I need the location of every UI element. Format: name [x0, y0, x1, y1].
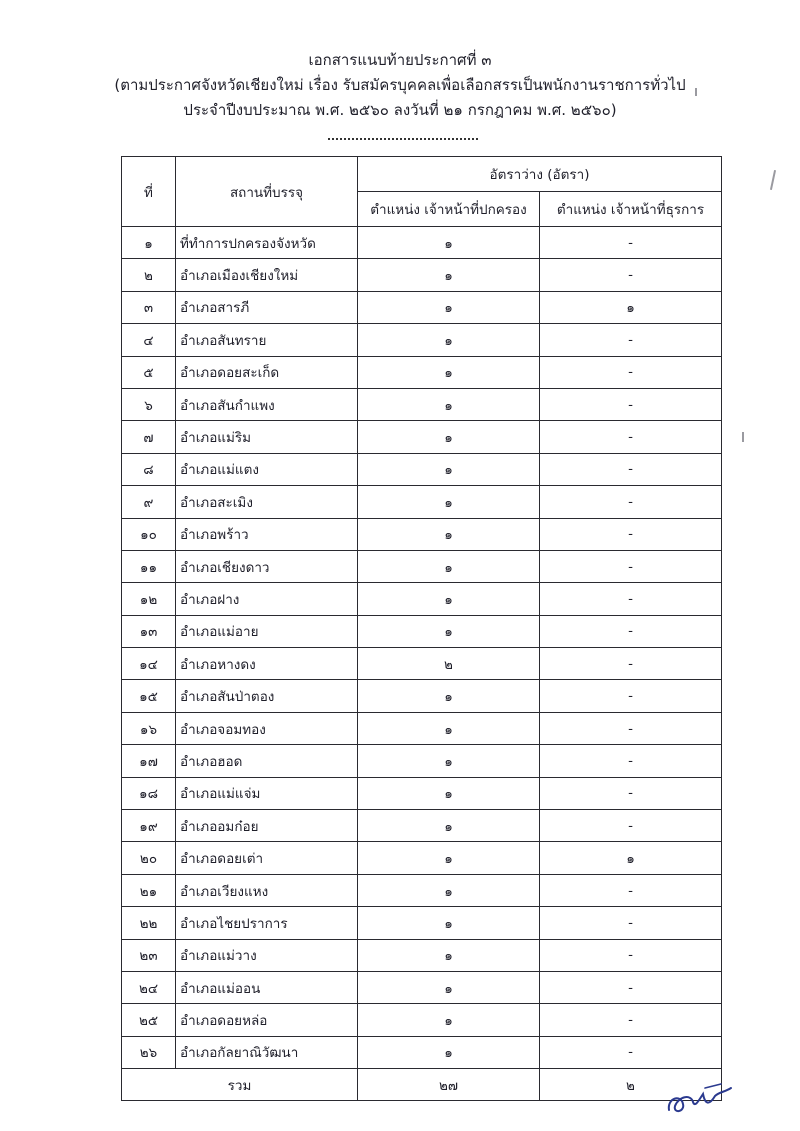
row-place: อำเภอเชียงดาว [176, 550, 358, 582]
table-row [122, 227, 722, 259]
row-place: อำเภอพร้าว [176, 518, 358, 550]
row-place: อำเภอเวียงแหง [176, 874, 358, 906]
row-position-2: - [540, 388, 722, 420]
table-row [122, 518, 722, 550]
row-position-1: ๑ [358, 777, 540, 809]
row-place: อำเภอไชยปราการ [176, 907, 358, 939]
row-number: ๑๐ [122, 518, 176, 550]
table-row [122, 550, 722, 582]
row-place: อำเภอฮอด [176, 745, 358, 777]
row-position-2: - [540, 518, 722, 550]
row-position-1: ๑ [358, 453, 540, 485]
total-label: รวม [122, 1069, 358, 1101]
row-position-2: - [540, 939, 722, 971]
table-row [122, 810, 722, 842]
row-number: ๗ [122, 421, 176, 453]
row-position-1: ๑ [358, 518, 540, 550]
row-position-1: ๑ [358, 810, 540, 842]
row-position-1: ๑ [358, 291, 540, 323]
row-position-2: - [540, 615, 722, 647]
row-position-2: - [540, 1036, 722, 1068]
row-place: อำเภอแม่ริม [176, 421, 358, 453]
row-number: ๑๒ [122, 583, 176, 615]
row-place: อำเภอแม่วาง [176, 939, 358, 971]
row-position-2: - [540, 583, 722, 615]
row-place: อำเภอเมืองเชียงใหม่ [176, 259, 358, 291]
row-position-1: ๑ [358, 356, 540, 388]
row-number: ๕ [122, 356, 176, 388]
scan-mark [770, 170, 776, 190]
header-no: ที่ [122, 157, 176, 227]
row-position-1: ๑ [358, 842, 540, 874]
table-row [122, 1004, 722, 1036]
row-number: ๒๕ [122, 1004, 176, 1036]
row-number: ๒๐ [122, 842, 176, 874]
row-position-1: ๑ [358, 907, 540, 939]
heading-line-1: เอกสารแนบท้ายประกาศที่ ๓ [308, 51, 492, 69]
row-place: อำเภอแม่แตง [176, 453, 358, 485]
row-position-2: - [540, 810, 722, 842]
row-position-2: ๑ [540, 291, 722, 323]
row-position-2: - [540, 227, 722, 259]
total-position-1: ๒๗ [358, 1069, 540, 1101]
row-position-1: ๑ [358, 227, 540, 259]
row-place: อำเภอดอยหล่อ [176, 1004, 358, 1036]
row-place: อำเภอฝาง [176, 583, 358, 615]
row-place: อำเภอกัลยาณิวัฒนา [176, 1036, 358, 1068]
row-position-2: - [540, 486, 722, 518]
row-place: อำเภอสันป่าตอง [176, 680, 358, 712]
row-number: ๙ [122, 486, 176, 518]
row-position-1: ๑ [358, 259, 540, 291]
header-position-1: ตำแหน่ง เจ้าหน้าที่ปกครอง [358, 192, 540, 227]
document-heading [0, 48, 800, 123]
table-row [122, 1036, 722, 1068]
row-position-2: - [540, 453, 722, 485]
row-position-1: ๑ [358, 583, 540, 615]
table-row [122, 648, 722, 680]
handwritten-signature [665, 1080, 735, 1116]
row-place: อำเภอดอยเต่า [176, 842, 358, 874]
row-place: อำเภออมก๋อย [176, 810, 358, 842]
header-position-2: ตำแหน่ง เจ้าหน้าที่ธุรการ [540, 192, 722, 227]
row-position-1: ๑ [358, 874, 540, 906]
row-place: อำเภอดอยสะเก็ด [176, 356, 358, 388]
row-position-1: ๑ [358, 1004, 540, 1036]
row-position-2: - [540, 356, 722, 388]
row-number: ๒ [122, 259, 176, 291]
row-position-1: ๑ [358, 1036, 540, 1068]
row-position-1: ๒ [358, 648, 540, 680]
row-position-2: - [540, 648, 722, 680]
row-position-2: ๑ [540, 842, 722, 874]
row-position-2: - [540, 712, 722, 744]
row-number: ๑๑ [122, 550, 176, 582]
vacancy-table [121, 156, 722, 1101]
header-vacancy-group: อัตราว่าง (อัตรา) [358, 157, 722, 192]
row-position-1: ๑ [358, 486, 540, 518]
row-number: ๔ [122, 324, 176, 356]
row-number: ๑๘ [122, 777, 176, 809]
row-position-2: - [540, 971, 722, 1003]
row-number: ๑ [122, 227, 176, 259]
row-position-1: ๑ [358, 550, 540, 582]
row-position-2: - [540, 421, 722, 453]
row-number: ๒๔ [122, 971, 176, 1003]
row-position-1: ๑ [358, 680, 540, 712]
scan-mark [742, 432, 744, 442]
row-position-1: ๑ [358, 388, 540, 420]
table-row [122, 486, 722, 518]
table-row [122, 842, 722, 874]
row-number: ๒๑ [122, 874, 176, 906]
table-row [122, 291, 722, 323]
table-row [122, 939, 722, 971]
table-row [122, 874, 722, 906]
row-place: อำเภอแม่อาย [176, 615, 358, 647]
table-row [122, 680, 722, 712]
row-place: อำเภอหางดง [176, 648, 358, 680]
table-row [122, 712, 722, 744]
row-number: ๑๔ [122, 648, 176, 680]
table-row [122, 421, 722, 453]
row-position-1: ๑ [358, 421, 540, 453]
dotted-separator [328, 138, 478, 140]
row-position-2: - [540, 1004, 722, 1036]
table-row [122, 453, 722, 485]
row-position-1: ๑ [358, 745, 540, 777]
row-place: ที่ทำการปกครองจังหวัด [176, 227, 358, 259]
scan-mark [695, 88, 697, 96]
row-position-1: ๑ [358, 324, 540, 356]
row-place: อำเภอสารภี [176, 291, 358, 323]
row-number: ๑๙ [122, 810, 176, 842]
row-number: ๒๒ [122, 907, 176, 939]
table-row [122, 388, 722, 420]
row-position-2: - [540, 259, 722, 291]
row-position-1: ๑ [358, 615, 540, 647]
row-number: ๒๓ [122, 939, 176, 971]
row-place: อำเภอแม่แจ่ม [176, 777, 358, 809]
row-position-1: ๑ [358, 971, 540, 1003]
row-number: ๘ [122, 453, 176, 485]
total-row [122, 1069, 722, 1101]
table-row [122, 356, 722, 388]
heading-line-3: ประจำปีงบประมาณ พ.ศ. ๒๕๖๐ ลงวันที่ ๒๑ กรกฎาคม พ.ศ. ๒๕๖๐) [183, 101, 617, 119]
table-row [122, 324, 722, 356]
total-position-2: ๒ [540, 1069, 722, 1101]
row-place: อำเภอจอมทอง [176, 712, 358, 744]
row-number: ๒๖ [122, 1036, 176, 1068]
row-position-2: - [540, 324, 722, 356]
table-row [122, 777, 722, 809]
row-position-1: ๑ [358, 712, 540, 744]
table-row [122, 615, 722, 647]
row-position-2: - [540, 745, 722, 777]
row-position-1: ๑ [358, 939, 540, 971]
row-number: ๑๗ [122, 745, 176, 777]
table-row [122, 583, 722, 615]
row-number: ๑๓ [122, 615, 176, 647]
row-place: อำเภอแม่ออน [176, 971, 358, 1003]
row-number: ๖ [122, 388, 176, 420]
row-position-2: - [540, 777, 722, 809]
row-place: อำเภอสันทราย [176, 324, 358, 356]
row-number: ๑๖ [122, 712, 176, 744]
table-row [122, 907, 722, 939]
table-row [122, 259, 722, 291]
row-position-2: - [540, 907, 722, 939]
row-number: ๓ [122, 291, 176, 323]
row-place: อำเภอสะเมิง [176, 486, 358, 518]
table-row [122, 745, 722, 777]
row-place: อำเภอสันกำแพง [176, 388, 358, 420]
header-place: สถานที่บรรจุ [176, 157, 358, 227]
row-position-2: - [540, 680, 722, 712]
table-row [122, 971, 722, 1003]
heading-line-2: (ตามประกาศจังหวัดเชียงใหม่ เรื่อง รับสมัครบุคคลเพื่อเลือกสรรเป็นพนักงานราชการทั่วไป [114, 76, 686, 94]
row-position-2: - [540, 550, 722, 582]
row-number: ๑๕ [122, 680, 176, 712]
row-position-2: - [540, 874, 722, 906]
